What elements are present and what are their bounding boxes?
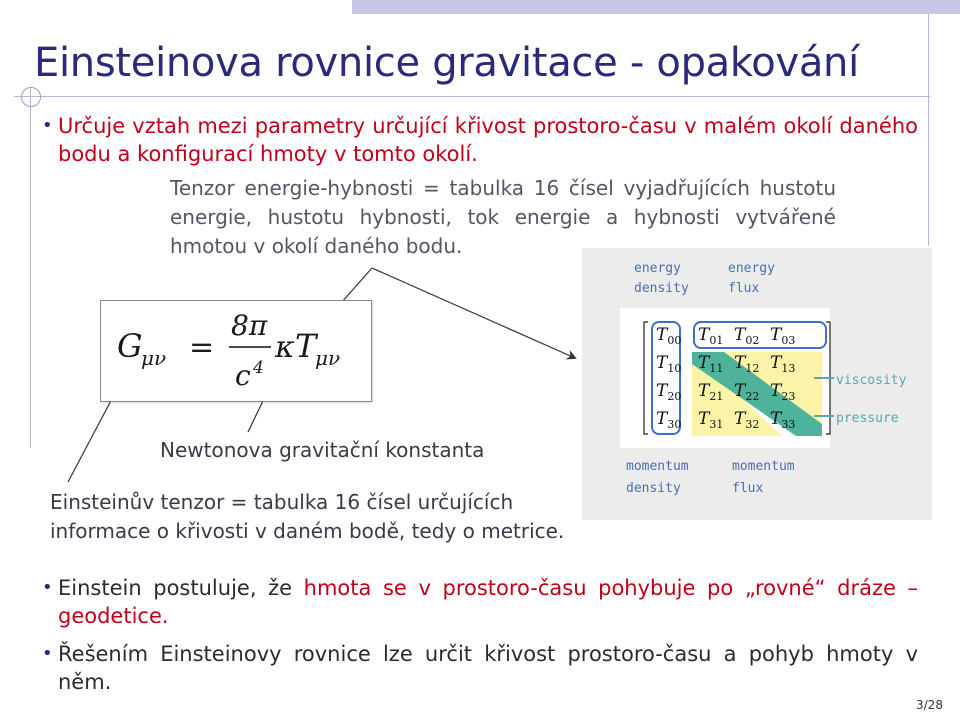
label-pressure: pressure [836,411,899,426]
eq-equals: = [189,330,215,365]
matrix-cell-t03: $T_{03}$ [770,325,796,347]
label-viscosity: viscosity [836,373,907,388]
label-momentum-density-2: density [626,481,681,496]
eq-lhs-sub: μν [141,346,167,370]
matrix-cell-t20: $T_{20}$ [656,381,682,403]
bullet-1-text: Určuje vztah mezi parametry určující křivost prostoro-času v malém okolí daného bodu a konfigurací hmoty v tomto okolí. [58,114,918,166]
tensor-diagram [582,248,932,520]
matrix-cell-t13: $T_{13}$ [770,353,796,375]
matrix-cell-t11: $T_{11}$ [698,353,724,375]
matrix-cell-t33: $T_{33}$ [770,409,796,431]
einstein-equation [101,301,371,401]
label-energy-density-1: energy [634,261,681,276]
slide-title: Einsteinova rovnice gravitace - opakování [34,40,859,86]
bullet-icon: • [42,577,53,598]
matrix-cell-t01: $T_{01}$ [698,325,724,347]
matrix-cell-t31: $T_{31}$ [698,409,724,431]
eq-lhs: G [117,327,143,365]
arrow-to-figure [372,268,575,358]
matrix-cell-t22: $T_{22}$ [734,381,760,403]
bullet-3-text: Řešením Einsteinovy rovnice lze určit křivost prostoro-času a pohyb hmoty v něm. [58,642,918,694]
einstein-tensor-label: Einsteinův tenzor = tabulka 16 čísel určujících informace o křivosti v daném bodě, tedy o metrice. [50,490,565,543]
eq-rhs-sub: μν [315,346,341,370]
label-momentum-flux-1: momentum [732,459,795,474]
matrix-cell-t21: $T_{21}$ [698,381,724,403]
bullet-2-text-part1: Einstein postuluje, že [58,576,304,600]
eq-denominator-exp: 4 [253,358,264,378]
bullet-icon: • [42,643,53,664]
eq-rhs: T [295,327,317,365]
bullet-icon: • [42,115,53,136]
label-energy-density-2: density [634,281,689,296]
label-energy-flux-1: energy [728,261,775,276]
matrix-cell-t02: $T_{02}$ [734,325,760,347]
matrix-cell-t23: $T_{23}$ [770,381,796,403]
bullet-2-text-highlight: hmota se v prostoro-času pohybuje po „rovné“ dráze – geodetice. [58,576,918,628]
eq-denominator: c [235,359,251,392]
page-number: 3/28 [916,698,943,712]
label-momentum-flux-2: flux [732,481,764,496]
bullet-2 [42,574,918,630]
einstein-equation-box [100,300,372,402]
stress-energy-tensor-note: Tenzor energie-hybnosti = tabulka 16 čísel vyjadřujících hustotu energie, hustotu hybnosti, tok energie a hybnosti vytvářené hmotou v okolí daného bodu. [170,176,836,258]
label-energy-flux-2: flux [728,281,760,296]
matrix-cell-t00: $T_{00}$ [656,325,682,347]
label-momentum-density-1: momentum [626,459,689,474]
stress-energy-tensor-figure [582,248,932,520]
eq-numerator: 8π [231,309,268,342]
matrix-cell-t12: $T_{12}$ [734,353,760,375]
newton-constant-label: Newtonova gravitační konstanta [160,438,485,462]
matrix-cell-t10: $T_{10}$ [656,353,682,375]
bullet-3 [42,640,918,696]
eq-kappa: κ [275,330,295,365]
matrix-cell-t32: $T_{32}$ [734,409,760,431]
matrix-cell-t30: $T_{30}$ [656,409,682,431]
